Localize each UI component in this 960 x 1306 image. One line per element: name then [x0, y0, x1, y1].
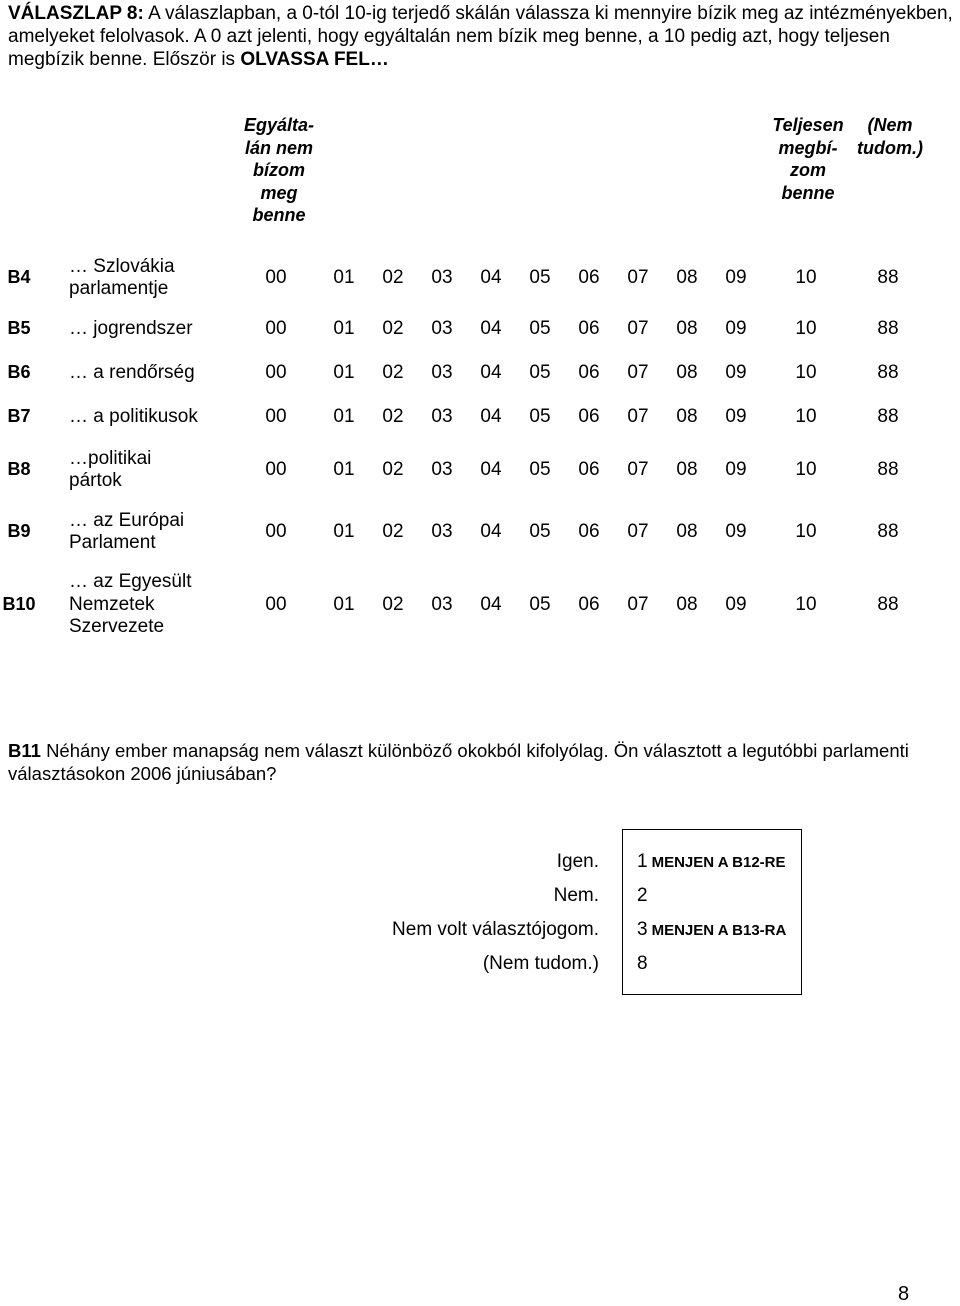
scale-option[interactable]: 04 [480, 406, 502, 427]
answer-option-label: Igen. [556, 851, 599, 872]
scale-option[interactable]: 00 [265, 521, 287, 542]
scale-option[interactable]: 06 [578, 406, 600, 427]
scale-option[interactable]: 02 [382, 521, 404, 542]
institution-label-line: … az Egyesült [69, 571, 192, 593]
scale-low-header-line: lán nem [244, 137, 314, 158]
scale-low-header-line: meg [260, 182, 298, 203]
scale-low-header-line: benne [252, 205, 306, 225]
scale-option[interactable]: 03 [431, 594, 453, 615]
scale-option[interactable]: 01 [333, 521, 355, 542]
scale-option[interactable]: 02 [382, 406, 404, 427]
answer-code-value: 1 [637, 851, 648, 872]
scale-high-header-line: Teljesen [772, 115, 844, 135]
scale-option[interactable]: 03 [431, 318, 453, 339]
answer-code-value: 8 [637, 953, 648, 974]
scale-option[interactable]: 02 [382, 459, 404, 480]
scale-option[interactable]: 88 [877, 521, 899, 542]
scale-option[interactable]: 10 [795, 594, 817, 615]
answer-code-value: 2 [637, 885, 648, 906]
scale-option[interactable]: 10 [795, 459, 817, 480]
scale-option[interactable]: 08 [676, 406, 698, 427]
institution-label [69, 318, 193, 341]
scale-option[interactable]: 03 [431, 459, 453, 480]
institution-label [69, 362, 195, 385]
answer-option-code[interactable] [637, 851, 786, 873]
scale-option[interactable]: 01 [333, 594, 355, 615]
scale-option[interactable]: 06 [578, 459, 600, 480]
answer-option-label: (Nem tudom.) [482, 953, 599, 974]
scale-option[interactable]: 88 [877, 406, 899, 427]
question-b11-text: Néhány ember manapság nem választ különböző okokból kifolyólag. Ön választott a legutóbbi parlamenti választásokon 2006 júniusában? [8, 740, 909, 784]
scale-option[interactable]: 02 [382, 318, 404, 339]
skip-instruction: MENJEN A B12-RE [651, 854, 786, 871]
scale-option[interactable]: 10 [795, 267, 817, 288]
scale-option[interactable]: 10 [795, 318, 817, 339]
scale-option[interactable]: 04 [480, 318, 502, 339]
scale-option[interactable]: 01 [333, 406, 355, 427]
scale-option[interactable]: 09 [725, 459, 747, 480]
intro-paragraph [8, 2, 953, 71]
scale-option[interactable]: 88 [877, 362, 899, 383]
scale-option[interactable]: 02 [382, 267, 404, 288]
scale-option[interactable]: 07 [627, 318, 649, 339]
scale-option[interactable]: 05 [529, 318, 551, 339]
institution-label-line: … Szlovákia [69, 255, 175, 277]
institution-label-line: Parlament [69, 532, 156, 553]
dont-know-header-line: tudom.) [857, 137, 923, 158]
scale-option[interactable]: 08 [676, 362, 698, 383]
institution-label [69, 510, 184, 555]
skip-instruction: MENJEN A B13-RA [651, 922, 787, 939]
scale-option[interactable]: 08 [676, 594, 698, 615]
scale-option[interactable]: 07 [627, 459, 649, 480]
scale-option[interactable]: 03 [431, 406, 453, 427]
institution-label [69, 406, 198, 429]
scale-option[interactable]: 88 [877, 594, 899, 615]
question-code: B6 [7, 362, 31, 382]
scale-high-header-line: zom [790, 160, 826, 180]
scale-option[interactable]: 01 [333, 267, 355, 288]
scale-option[interactable]: 06 [578, 521, 600, 542]
scale-option[interactable]: 08 [676, 459, 698, 480]
answer-option-code[interactable] [637, 885, 648, 907]
scale-option[interactable]: 03 [431, 521, 453, 542]
question-code: B4 [7, 267, 31, 287]
scale-high-header [758, 114, 858, 204]
scale-low-header [229, 114, 329, 227]
scale-option[interactable]: 04 [480, 267, 502, 288]
institution-label-line: … jogrendszer [69, 317, 193, 339]
scale-option[interactable]: 05 [529, 459, 551, 480]
institution-label [69, 448, 151, 493]
scale-option[interactable]: 00 [265, 406, 287, 427]
scale-option[interactable]: 09 [725, 362, 747, 383]
answer-code-value: 3 [637, 919, 648, 940]
scale-option[interactable]: 88 [877, 318, 899, 339]
scale-option[interactable]: 09 [725, 406, 747, 427]
scale-option[interactable]: 07 [627, 362, 649, 383]
scale-option[interactable]: 01 [333, 459, 355, 480]
scale-option[interactable]: 10 [795, 521, 817, 542]
read-out-instruction: OLVASSA FEL… [240, 49, 389, 70]
scale-option[interactable]: 02 [382, 362, 404, 383]
scale-option[interactable]: 05 [529, 267, 551, 288]
scale-option[interactable]: 06 [578, 318, 600, 339]
scale-option[interactable]: 07 [627, 406, 649, 427]
scale-option[interactable]: 05 [529, 362, 551, 383]
scale-option[interactable]: 04 [480, 521, 502, 542]
scale-option[interactable]: 09 [725, 318, 747, 339]
page-number: 8 [898, 1283, 910, 1305]
scale-low-header-line: Egyálta- [243, 115, 315, 135]
scale-option[interactable]: 05 [529, 594, 551, 615]
institution-label-line: …politikai [69, 447, 152, 469]
scale-option[interactable]: 00 [265, 267, 287, 288]
institution-label-line: … az Európai [69, 509, 185, 531]
institution-label [69, 571, 192, 639]
institution-label-line: Szervezete [69, 616, 165, 638]
scale-option[interactable]: 05 [529, 406, 551, 427]
answer-option-label: Nem volt választójogom. [392, 919, 599, 940]
scale-option[interactable]: 88 [877, 459, 899, 480]
scale-option[interactable]: 10 [795, 406, 817, 427]
answer-option-code[interactable] [637, 919, 786, 941]
question-code: B8 [7, 459, 31, 479]
answer-option-code[interactable] [637, 953, 648, 975]
institution-label-line: … a politikusok [69, 405, 198, 427]
scale-option[interactable]: 00 [265, 318, 287, 339]
scale-option[interactable]: 01 [333, 318, 355, 339]
scale-option[interactable]: 00 [265, 459, 287, 480]
institution-label [69, 256, 175, 301]
scale-option[interactable]: 08 [676, 267, 698, 288]
institution-label-line: parlamentje [69, 278, 169, 299]
scale-option[interactable]: 04 [480, 594, 502, 615]
scale-option[interactable]: 08 [676, 318, 698, 339]
institution-label-line: pártok [69, 470, 122, 491]
dont-know-header-line: (Nem [867, 115, 913, 135]
scale-option[interactable]: 04 [480, 459, 502, 480]
scale-option[interactable]: 00 [265, 362, 287, 383]
scale-option[interactable]: 01 [333, 362, 355, 383]
scale-low-header-line: bízom [253, 160, 305, 180]
question-code: B10 [2, 594, 36, 614]
scale-option[interactable]: 88 [877, 267, 899, 288]
institution-label-line: … a rendőrség [69, 361, 195, 383]
scale-option[interactable]: 09 [725, 267, 747, 288]
scale-option[interactable]: 07 [627, 267, 649, 288]
scale-option[interactable]: 07 [627, 521, 649, 542]
question-b11 [8, 739, 960, 785]
institution-label-line: Nemzetek [69, 593, 155, 615]
scale-option[interactable]: 02 [382, 594, 404, 615]
scale-option[interactable]: 08 [676, 521, 698, 542]
answer-option-label: Nem. [553, 885, 599, 906]
scale-high-header-line: megbí- [778, 137, 838, 158]
question-code: B7 [7, 406, 31, 426]
dont-know-header [845, 114, 935, 159]
question-code: B5 [7, 318, 31, 338]
scale-high-header-line: benne [781, 182, 835, 203]
scale-option[interactable]: 04 [480, 362, 502, 383]
scale-option[interactable]: 09 [725, 594, 747, 615]
scale-option[interactable]: 03 [431, 362, 453, 383]
scale-option[interactable]: 05 [529, 521, 551, 542]
scale-option[interactable]: 06 [578, 594, 600, 615]
scale-option[interactable]: 00 [265, 594, 287, 615]
scale-option[interactable]: 03 [431, 267, 453, 288]
scale-option[interactable]: 10 [795, 362, 817, 383]
scale-option[interactable]: 07 [627, 594, 649, 615]
question-b11-code: B11 [8, 740, 41, 761]
intro-label: VÁLASZLAP 8: [8, 3, 144, 24]
question-code: B9 [7, 521, 31, 541]
intro-text: A válaszlapban, a 0-tól 10-ig terjedő skálán válassza ki mennyire bízik meg az intézményekben, amelyeket felolvasok. A 0 azt jelenti, hogy egyáltalán nem bízik meg benne, a 10 pedig azt, hogy teljesen megbízik benne. Először is [8, 3, 953, 70]
scale-option[interactable]: 06 [578, 267, 600, 288]
scale-option[interactable]: 09 [725, 521, 747, 542]
scale-option[interactable]: 06 [578, 362, 600, 383]
